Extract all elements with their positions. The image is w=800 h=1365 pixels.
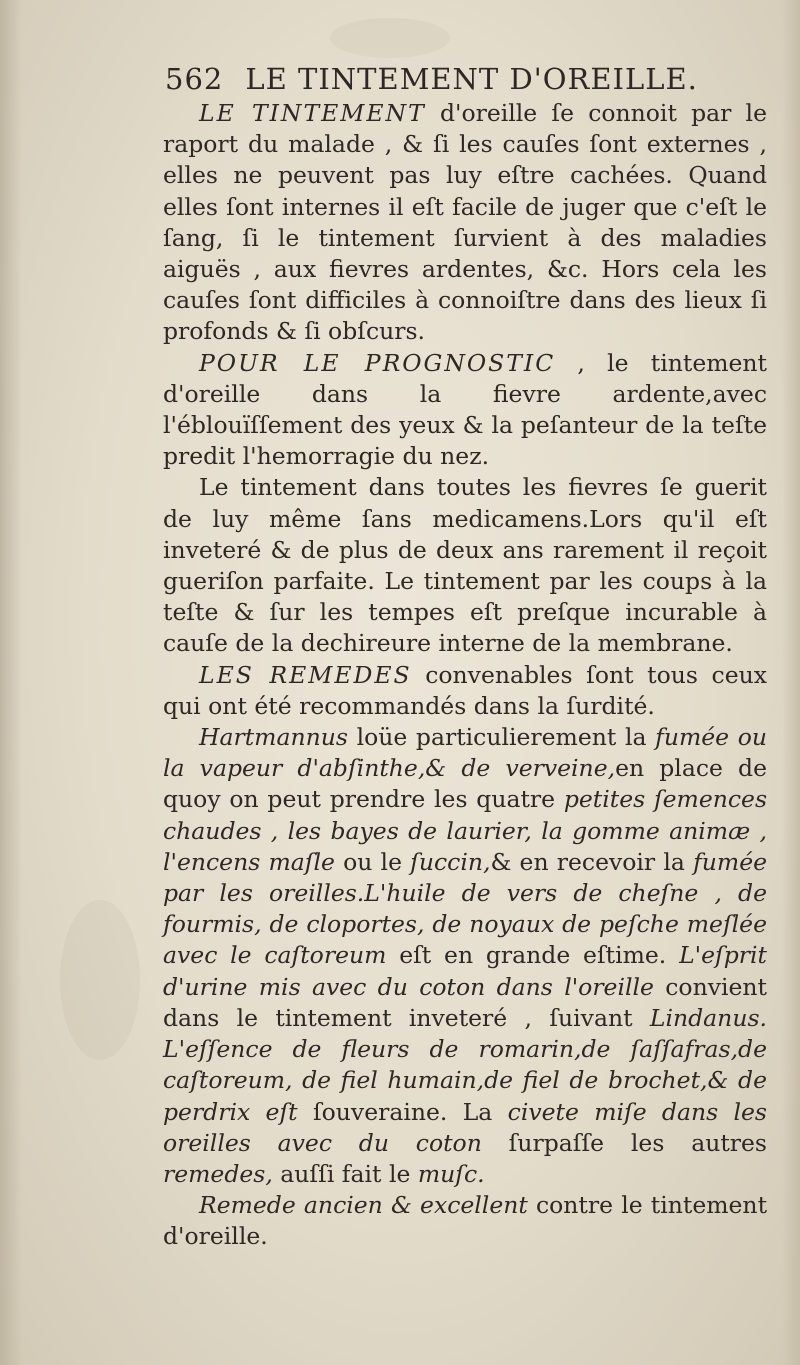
running-title: LE TINTEMENT D'OREILLE. <box>245 62 698 96</box>
italic-run: Lindanus. <box>649 1003 767 1032</box>
italic-run: L'eſprit d'urine mis avec du coton dans l'oreille <box>163 941 767 1001</box>
text-run: , le tintement d'oreille dans la fievre ardente,avec l'éblouïſſement des yeux & la peſanteur de la teſte predit l'hemorragie du nez. <box>163 348 767 471</box>
text-run: ſouveraine. La <box>297 1097 508 1126</box>
italic-run: remedes, <box>163 1159 273 1188</box>
italic-run: L'eſſence de fleurs de romarin,de ſaſſafras,de caſtoreum, de fiel humain,de fiel de brochet,& de perdrix eſt <box>163 1035 767 1126</box>
text-run: eſt en grande eſtime. <box>386 941 680 970</box>
text-run: ſurpaſſe les autres <box>481 1128 767 1157</box>
italic-run: Remede ancien & excellent <box>199 1191 528 1220</box>
text-run: en place de quoy on peut prendre les quatre <box>163 754 767 814</box>
text-run: & en recevoir la <box>490 847 694 876</box>
text-run: convenables ſont tous ceux qui ont été recommandés dans la ſurdité. <box>163 660 767 720</box>
running-head <box>165 62 725 96</box>
italic-run: Hartmannus <box>199 723 348 752</box>
paper-stain <box>330 18 450 58</box>
paragraph <box>163 98 767 348</box>
text-run: contre le tintement d'oreille. <box>163 1191 768 1251</box>
paragraph-lead: LES REMEDES <box>199 660 412 689</box>
text-run: d'oreille ſe connoit par le raport du malade , & ſi les cauſes ſont externes , elles ne peuvent pas luy eſtre cachées. Quand elles ſont internes il eſt facile de juger que c'eſt le ſang, ſi le tintement ſurvient à des maladies aiguës , aux fievres ardentes, &c. Hors cela les cauſes ſont difficiles à connoiſtre dans des lieux ſi profonds & ſi obſcurs. <box>163 99 767 346</box>
page-edge-shadow-right <box>782 0 800 1365</box>
text-run: loüe particulierement la <box>347 723 656 752</box>
paragraph-lead: LE TINTEMENT <box>199 99 426 127</box>
text-run: ou le <box>334 847 411 876</box>
text-run: convient dans le tintement inveteré , ſuivant <box>163 972 767 1032</box>
italic-run: ſuccin, <box>410 847 491 876</box>
italic-run: civete miſe dans les oreilles avec du coton <box>163 1097 767 1157</box>
paragraph <box>163 348 767 473</box>
italic-run: fumée par les oreilles.L'huile de vers de cheſne , de fourmis, de cloportes, de noyaux de peſche meſlée avec le caſtoreum <box>163 847 768 970</box>
text-run: auſſi fait le <box>272 1159 418 1188</box>
italic-run: fumée ou la vapeur d'abſinthe,& de verveine, <box>163 723 767 783</box>
paragraph <box>163 660 767 722</box>
italic-run: petites ſemences chaudes , les bayes de laurier, la gomme animæ , l'encens maſle <box>163 785 767 876</box>
text-run: Le tintement dans toutes les fievres ſe guerit de luy même ſans medicamens.Lors qu'il eſt inveteré & de plus de deux ans rarement il reçoit gueriſon parfaite. Le tintement par les coups à la teſte & ſur les tempes eſt preſque incurable à cauſe de la dechireure interne de la membrane. <box>163 473 767 658</box>
body-text <box>163 98 767 1253</box>
italic-run: muſc. <box>417 1159 485 1188</box>
paragraph <box>163 1190 767 1252</box>
page-number: 562 <box>165 62 224 96</box>
paragraph <box>163 722 767 1190</box>
paragraph <box>163 472 767 659</box>
paper-stain <box>60 900 140 1060</box>
paragraph-lead: POUR LE PROGNOSTIC <box>199 348 556 377</box>
page-edge-shadow-left <box>0 0 22 1365</box>
